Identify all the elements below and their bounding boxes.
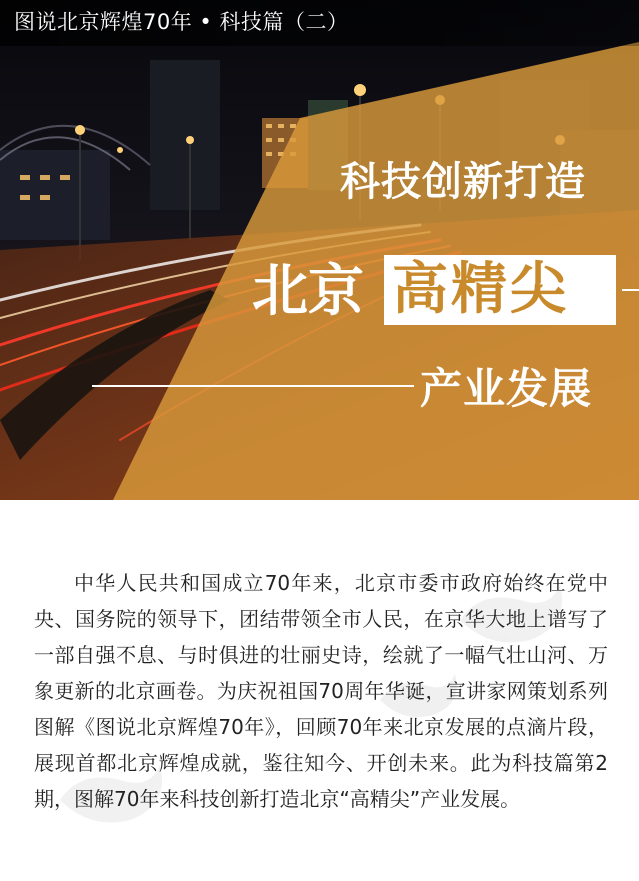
intro-paragraph: 中华人民共和国成立70年来，北京市委市政府始终在党中央、国务院的领导下，团结带领全市人民，在京华大地上谱写了一部自强不息、与时俱进的壮丽史诗，绘就了一幅气壮山河、万象更新的北京画卷。为庆祝祖国70周年华诞，宣讲家网策划系列图解《图说北京辉煌70年》，回顾70年来北京发展的点滴片段，展现首都北京辉煌成就，鉴往知今、开创未来。此为科技篇第2期，图解70年来科技创新打造北京“高精尖”产业发展。 xyxy=(34,571,608,811)
decorative-rule xyxy=(92,385,414,387)
intro-text xyxy=(34,565,608,817)
headline-highlight: 高精尖 xyxy=(392,257,569,322)
series-title: 图说北京辉煌70年 • 科技篇（二） xyxy=(14,10,349,34)
headline-line1: 科技创新打造 xyxy=(340,159,586,205)
decorative-tick xyxy=(622,289,639,291)
series-header-bar xyxy=(0,0,639,46)
headline-line3: 产业发展 xyxy=(420,364,593,413)
headline-city: 北京 xyxy=(252,259,364,324)
